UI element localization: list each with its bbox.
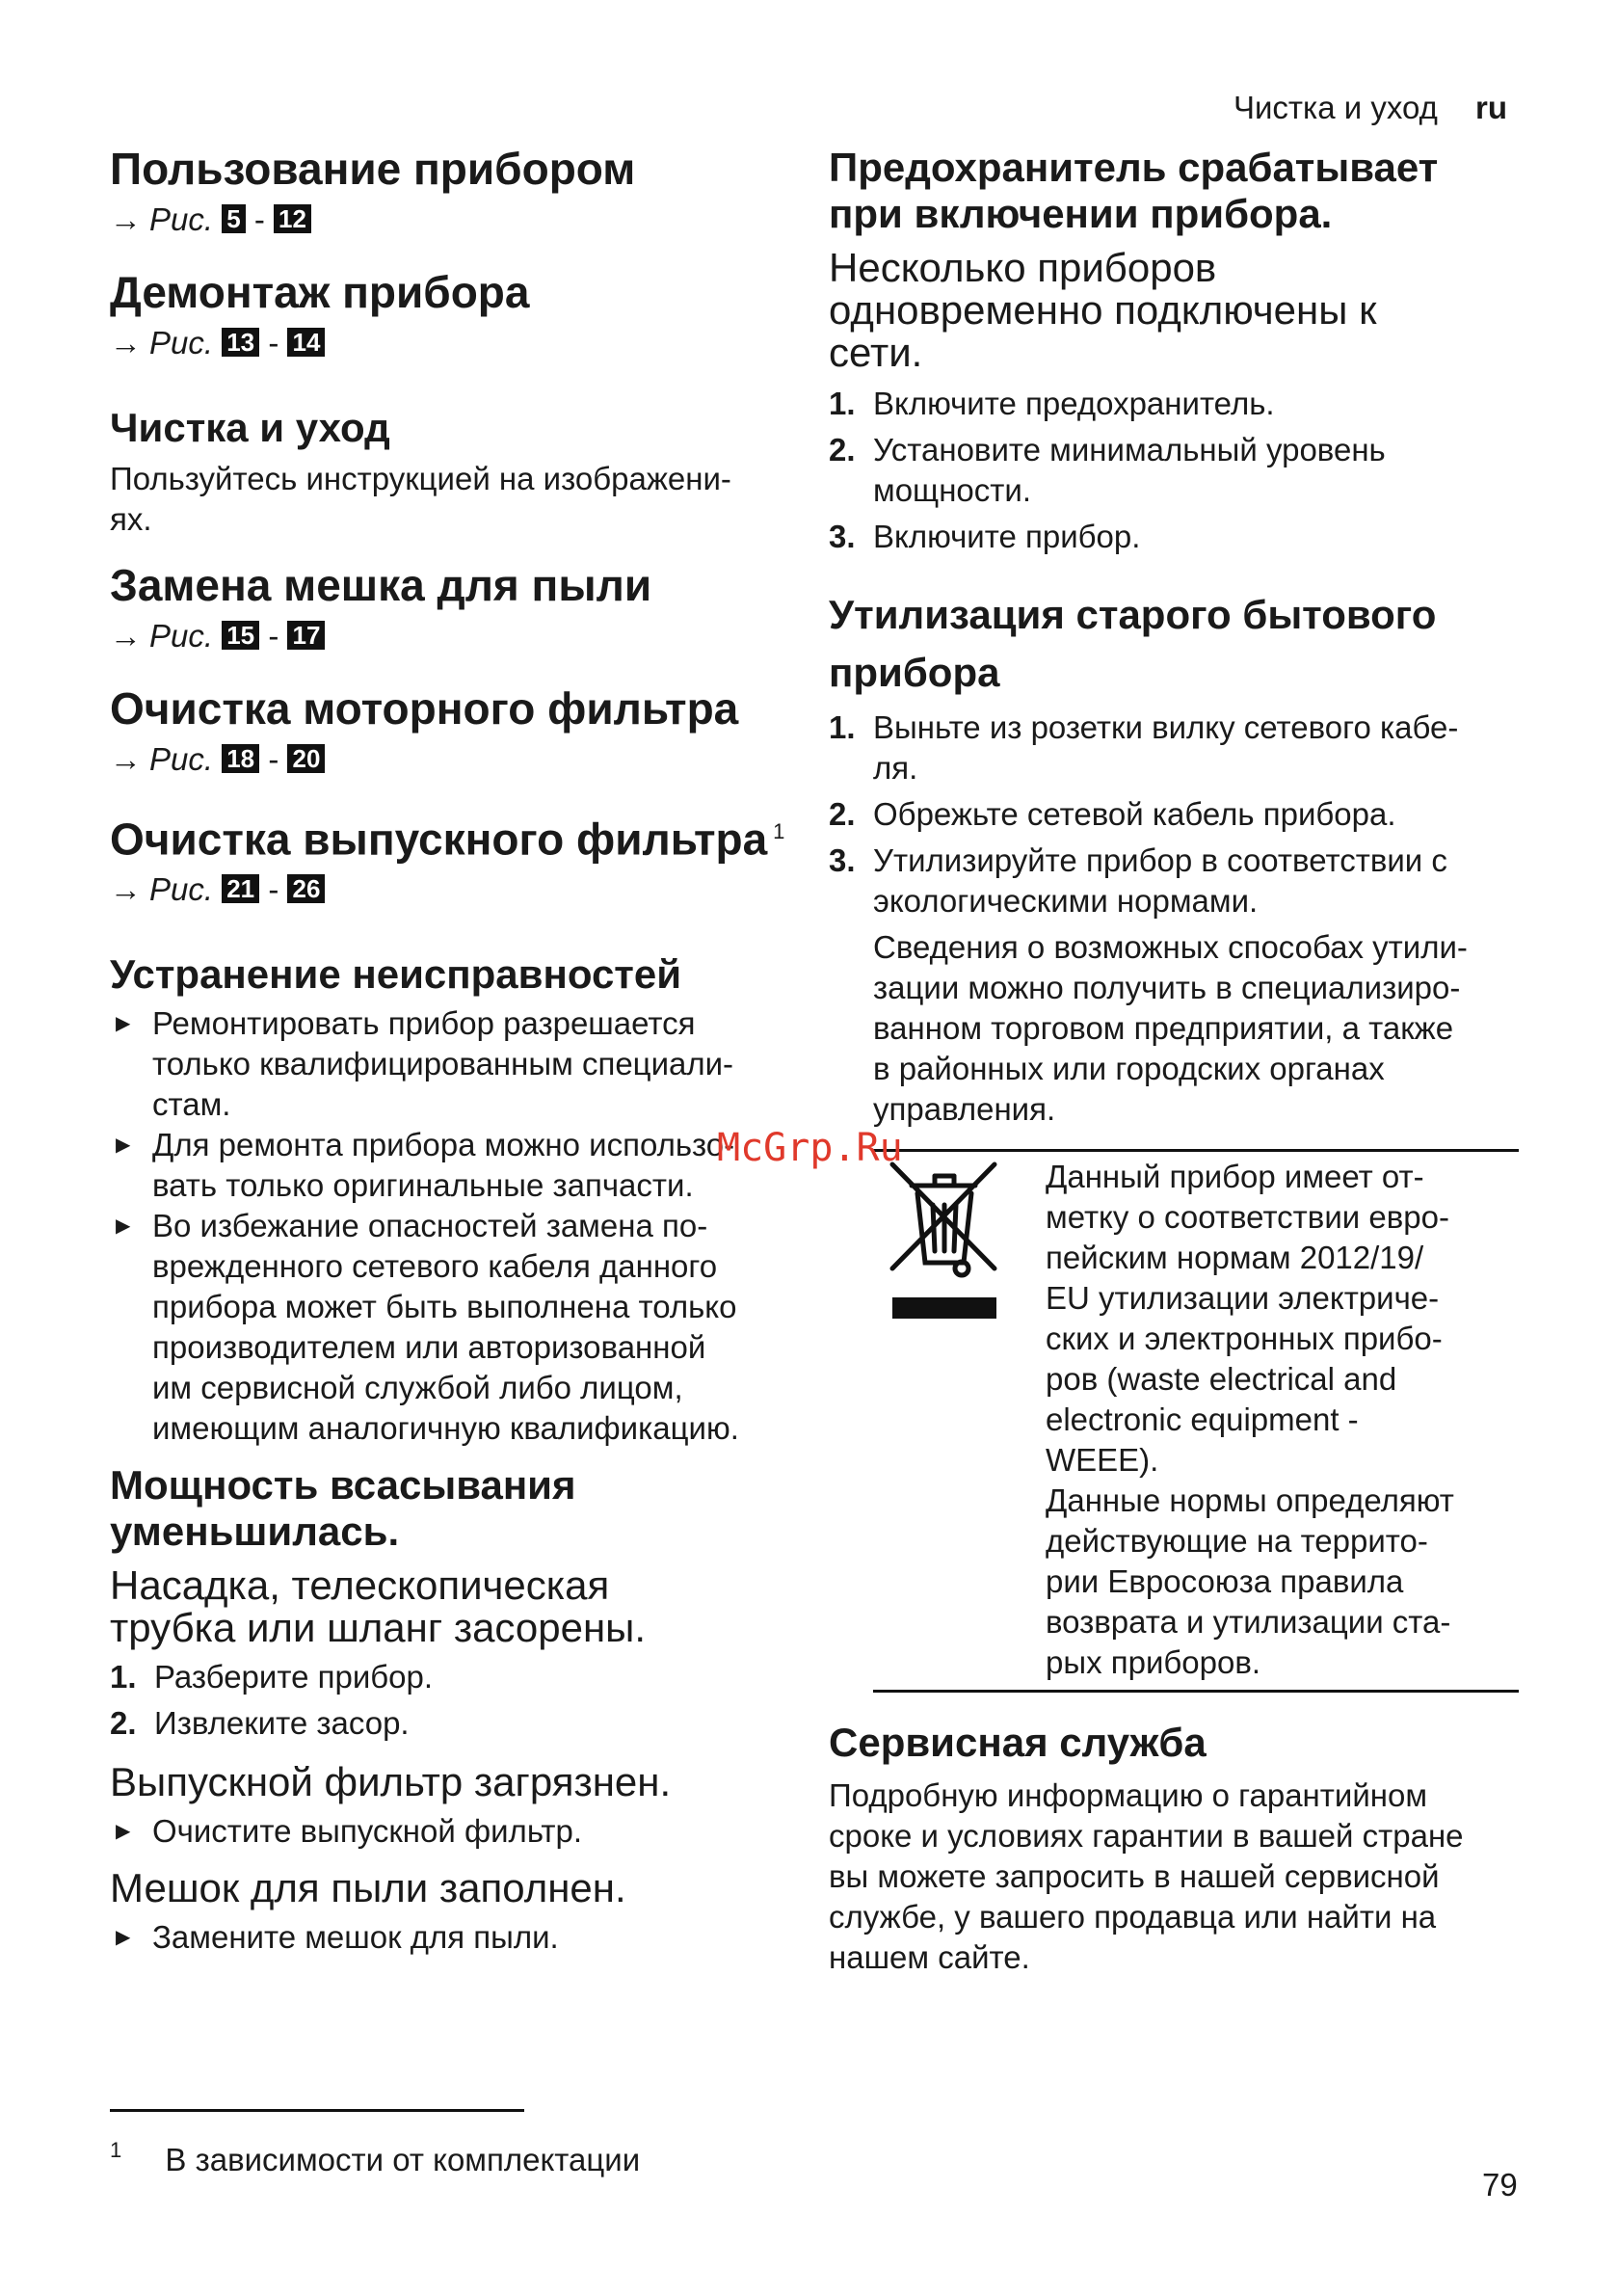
footnote bbox=[110, 2130, 640, 2180]
figure-badge: 14 bbox=[287, 328, 325, 357]
list-item: ▶ Очистите выпускной фильтр. bbox=[110, 1811, 804, 1852]
section-title-dismantle: Демонтаж прибора bbox=[110, 267, 530, 317]
right-column bbox=[829, 145, 1523, 1130]
bullet-icon: ▶ bbox=[116, 1821, 131, 1843]
figure-badge: 5 bbox=[222, 204, 245, 233]
section-title-service: Сервисная служба bbox=[829, 1720, 1207, 1765]
list-item: 2. Обрежьте сетевой кабель прибора. bbox=[829, 796, 1396, 832]
list-item: 1. Выньте из розетки вилку сетевого кабе- ля. bbox=[829, 709, 1459, 786]
list-item: 3. Утилизируйте прибор в соответствии с экологическими нормами. bbox=[829, 842, 1447, 919]
left-column bbox=[110, 145, 804, 1958]
footnote-rule bbox=[110, 2109, 524, 2112]
list-item: ▶ Во избежание опасностей замена по- врежденного сетевого кабеля данного прибора может быть выполнена только производителем или авторизованной им сервисной службой либо лицом, имеющим аналогичную квалификацию. bbox=[116, 1208, 739, 1447]
watermark: McGrp.Ru bbox=[717, 1126, 903, 1170]
figure-badge: 26 bbox=[287, 874, 325, 903]
section-title-motor-filter: Очистка моторного фильтра bbox=[110, 683, 739, 734]
list-item: ▶ Ремонтировать прибор разрешается только квалифицированным специали- стам. bbox=[116, 1005, 734, 1123]
service-text: Подробную информацию о гарантийном сроке и условиях гарантии в вашей стране вы можете запросить в нашей сервисной службе, у вашего продавца или найти на нашем сайте. bbox=[829, 1777, 1464, 1975]
list-item: 1. Разберите прибор. bbox=[110, 1659, 434, 1695]
figure-ref-motor-filter: → Рис. 18 - 20 bbox=[110, 740, 804, 779]
bullet-icon: ▶ bbox=[116, 1215, 131, 1238]
section-title-troubleshooting: Устранение неисправностей bbox=[110, 951, 682, 998]
fuse-steps bbox=[829, 384, 1523, 557]
disposal-note: Сведения о возможных способах утили- зации можно получить в специализиро- ванном торговом предприятии, а также в районных или городских органах управления. bbox=[873, 929, 1468, 1127]
bullet-icon: ▶ bbox=[116, 1135, 131, 1157]
list-item: 1. Включите предохранитель. bbox=[829, 386, 1275, 421]
weee-top-rule bbox=[873, 1149, 1519, 1152]
cause-several-devices: Несколько приборов одновременно подключены к сети. bbox=[829, 245, 1377, 375]
figure-badge: 20 bbox=[287, 744, 325, 773]
footnote-text: В зависимости от комплектации bbox=[165, 2142, 641, 2177]
section-title-disposal: Утилизация старого бытового прибора bbox=[829, 592, 1437, 695]
exhaust-dirty-list bbox=[110, 1811, 804, 1852]
section-title-fuse: Предохранитель срабатывает при включении прибора. bbox=[829, 145, 1439, 236]
figure-badge: 21 bbox=[222, 874, 259, 903]
crossed-bin-icon bbox=[885, 1157, 1000, 1330]
troubleshooting-list bbox=[110, 1003, 804, 1449]
header-section: Чистка и уход bbox=[1233, 90, 1438, 125]
bullet-icon: ▶ bbox=[116, 1013, 131, 1035]
weee-icon-wrap bbox=[885, 1157, 1000, 1330]
section-title-suction: Мощность всасывания уменьшилась. bbox=[110, 1462, 576, 1555]
cleaning-text: Пользуйтесь инструкцией на изображени- ях. bbox=[110, 461, 731, 537]
cause-bag-full: Мешок для пыли заполнен. bbox=[110, 1865, 626, 1911]
service-section bbox=[829, 1720, 1523, 1978]
weee-bottom-rule bbox=[873, 1690, 1519, 1693]
page-number: 79 bbox=[1482, 2167, 1518, 2203]
footnote-mark: 1 bbox=[773, 819, 785, 843]
list-item: ▶ Замените мешок для пыли. bbox=[110, 1917, 804, 1958]
header-lang: ru bbox=[1475, 90, 1508, 125]
section-title-cleaning: Чистка и уход bbox=[110, 405, 390, 450]
figure-ref-dismantle: → Рис. 13 - 14 bbox=[110, 324, 804, 362]
section-title-dustbag: Замена мешка для пыли bbox=[110, 560, 652, 610]
cause-clogged: Насадка, телескопическая трубка или шланг засорены. bbox=[110, 1562, 647, 1651]
weee-text: Данный прибор имеет от- метку о соответствии евро- пейским нормам 2012/19/ EU утилизации электриче- ских и электронных прибо- ров (waste electrical and electronic equipment - WEEE). Данные нормы определяют действующие на террито- рии Евросоюза правила возврата и утилизации ста- рых приборов. bbox=[1046, 1159, 1454, 1680]
section-title-usage: Пользование прибором bbox=[110, 144, 636, 194]
figure-ref-dustbag: → Рис. 15 - 17 bbox=[110, 617, 804, 655]
figure-ref-exhaust-filter: → Рис. 21 - 26 bbox=[110, 870, 804, 909]
figure-badge: 13 bbox=[222, 328, 259, 357]
page-header bbox=[1233, 89, 1507, 127]
list-item: 2. Извлеките засор. bbox=[110, 1705, 410, 1742]
list-item: 3. Включите прибор. bbox=[829, 519, 1141, 554]
footnote-number: 1 bbox=[110, 2138, 122, 2162]
figure-ref-usage: → Рис. 5 - 12 bbox=[110, 200, 804, 239]
disposal-steps bbox=[829, 707, 1523, 921]
bullet-icon: ▶ bbox=[116, 1927, 131, 1949]
figure-badge: 15 bbox=[222, 621, 259, 650]
list-item: ▶ Для ремонта прибора можно использо- вать только оригинальные запчасти. bbox=[116, 1127, 735, 1204]
cause-exhaust-dirty: Выпускной фильтр загрязнен. bbox=[110, 1759, 672, 1805]
figure-badge: 17 bbox=[287, 621, 325, 650]
section-title-exhaust-filter: Очистка выпускного фильтра $^1$ bbox=[110, 814, 785, 865]
figure-badge: 18 bbox=[222, 744, 259, 773]
list-item: 2. Установите минимальный уровень мощности. bbox=[829, 432, 1386, 508]
clogged-steps bbox=[110, 1657, 804, 1744]
figure-badge: 12 bbox=[274, 204, 311, 233]
bag-full-list bbox=[110, 1917, 804, 1958]
